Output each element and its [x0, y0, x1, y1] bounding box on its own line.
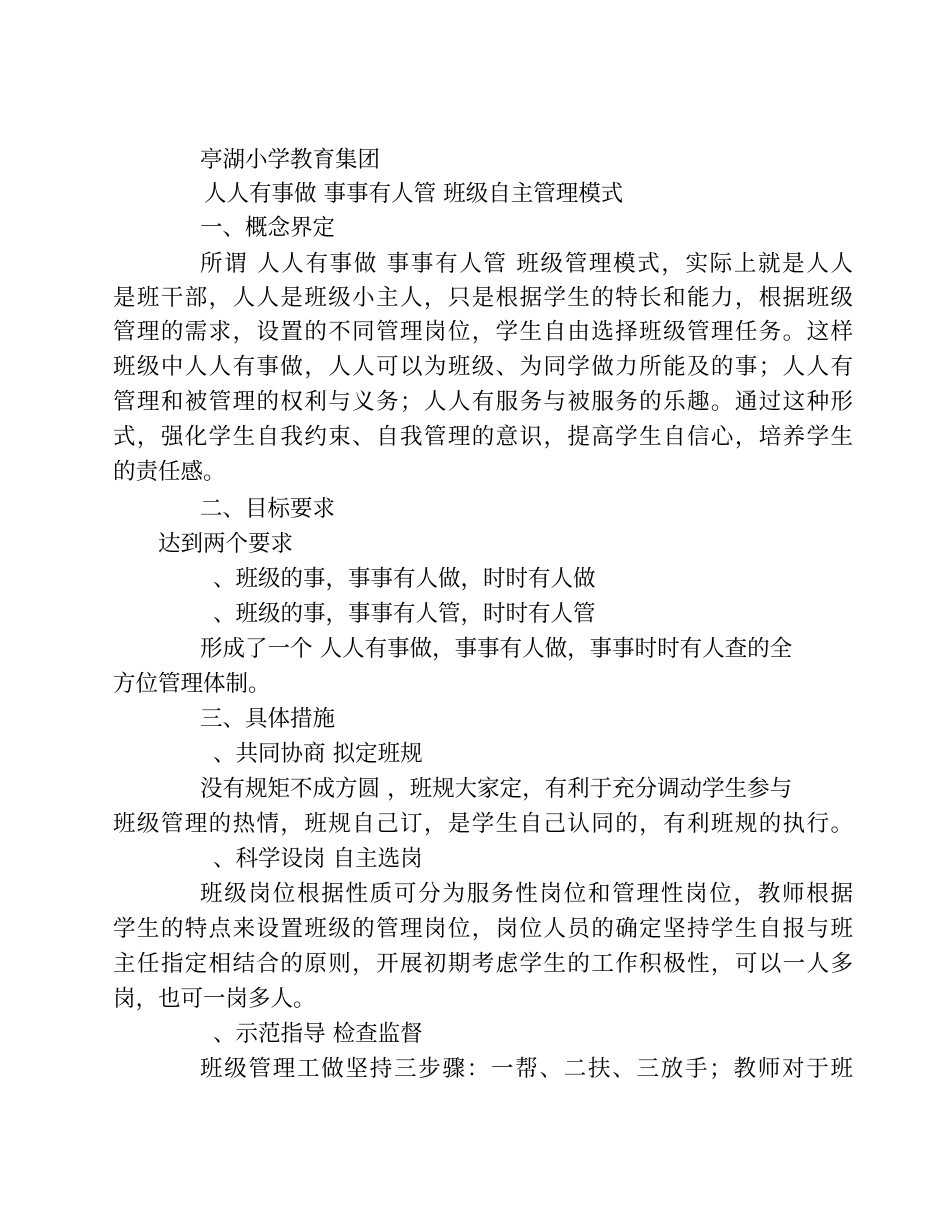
section1-line-1: 所谓 人人有事做 事事有人管 班级管理模式，实际上就是人人 [200, 251, 853, 277]
section2-item-1: 、班级的事，事事有人做，时时有人做 [213, 566, 596, 592]
section1-line-3: 管理的需求，设置的不同管理岗位，学生自由选择班级管理任务。这样 [113, 319, 853, 345]
section1-line-2: 是班干部，人人是班级小主人，只是根据学生的特长和能力，根据班级 [113, 285, 853, 311]
subsection2-line-1: 班级岗位根据性质可分为服务性岗位和管理性岗位，教师根据 [200, 881, 853, 907]
subsection3-line-1: 班级管理工做坚持三步骤：一帮、二扶、三放手；教师对于班 [200, 1056, 853, 1082]
section1-line-7: 的责任感。 [113, 459, 226, 485]
document-title: 人人有事做 事事有人管 班级自主管理模式 [204, 181, 624, 207]
subsection2-heading: 、科学设岗 自主选岗 [213, 846, 423, 872]
section2-item-2: 、班级的事，事事有人管，时时有人管 [213, 601, 596, 627]
subsection2-line-3: 主任指定相结合的原则，开展初期考虑学生的工作积极性，可以一人多 [113, 951, 853, 977]
school-name: 亭湖小学教育集团 [200, 147, 381, 173]
subsection1-line-1: 没有规矩不成方圆 ，班规大家定，有利于充分调动学生参与 [200, 776, 793, 802]
section3-heading: 三、具体措施 [200, 706, 336, 732]
section1-line-5: 管理和被管理的权利与义务；人人有服务与被服务的乐趣。通过这种形 [113, 389, 853, 415]
subsection3-heading: 、示范指导 检查监督 [213, 1021, 423, 1047]
section1-line-6: 式，强化学生自我约束、自我管理的意识，提高学生自信心，培养学生 [113, 424, 853, 450]
subsection2-line-2: 学生的特点来设置班级的管理岗位，岗位人员的确定坚持学生自报与班 [113, 916, 853, 942]
section1-line-4: 班级中人人有事做，人人可以为班级、为同学做力所能及的事；人人有 [113, 354, 853, 380]
section1-heading: 一、概念界定 [200, 215, 336, 241]
section2-heading: 二、目标要求 [200, 496, 336, 522]
subsection1-line-2: 班级管理的热情，班规自己订，是学生自己认同的，有利班规的执行。 [113, 811, 853, 837]
section2-intro: 达到两个要求 [158, 531, 294, 557]
section2-summary-line-2: 方位管理体制。 [113, 671, 271, 697]
section2-summary-line-1: 形成了一个 人人有事做，事事有人做，事事时时有人查的全 [200, 636, 793, 662]
subsection2-line-4: 岗，也可一岗多人。 [113, 986, 316, 1012]
subsection1-heading: 、共同协商 拟定班规 [213, 741, 423, 767]
